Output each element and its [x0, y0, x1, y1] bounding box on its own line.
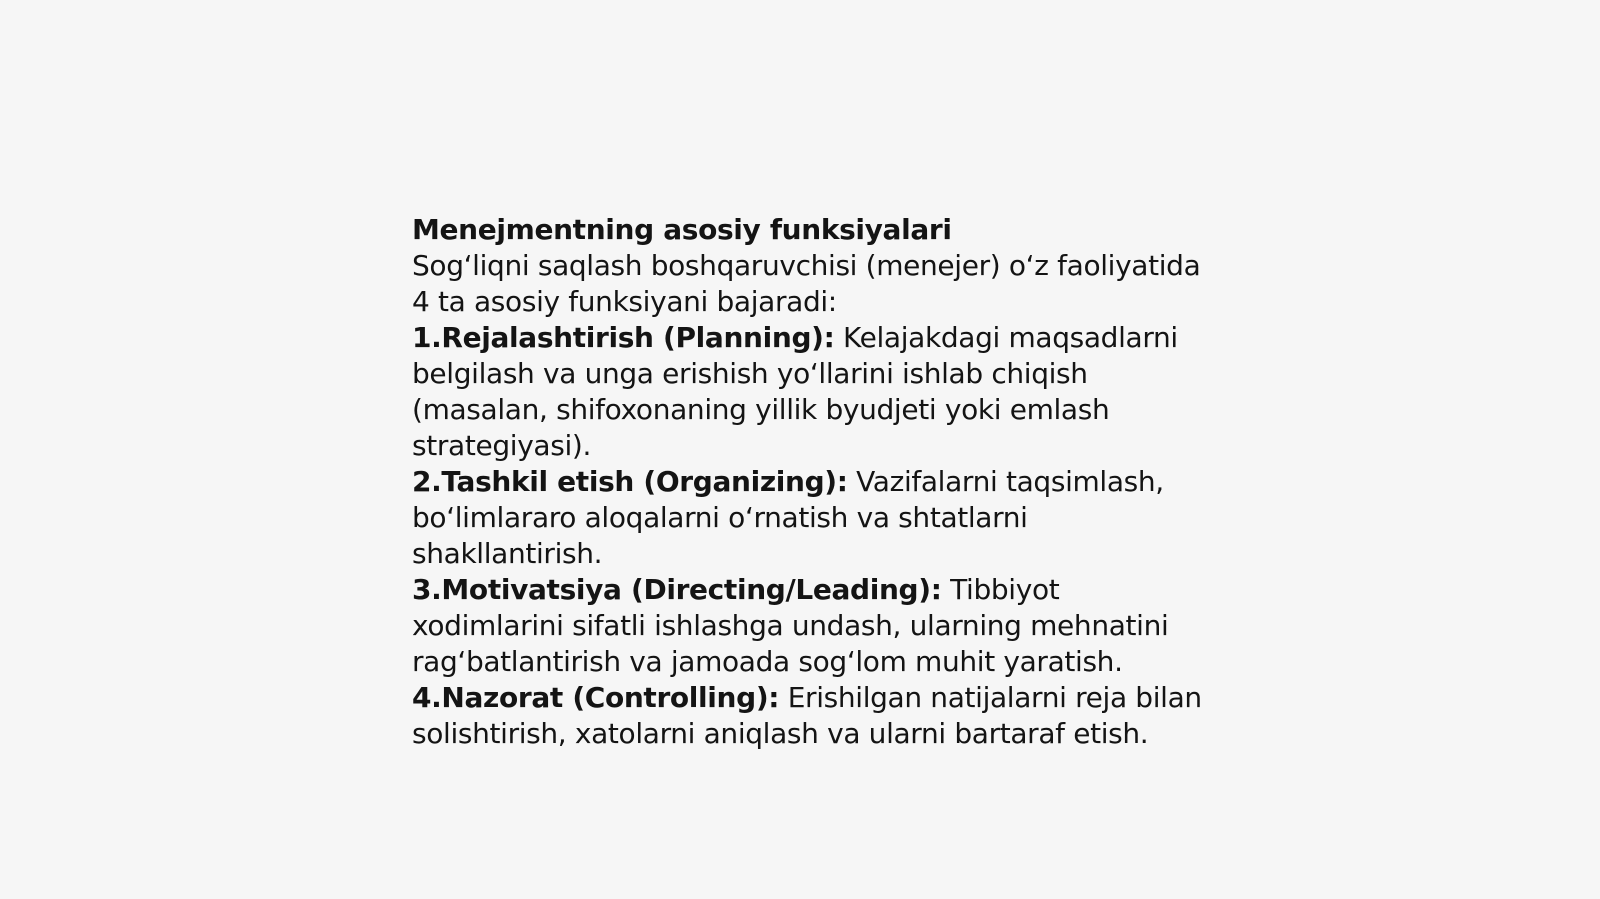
item-label: 2.Tashkil etish (Organizing): [412, 465, 848, 498]
item-label: 4.Nazorat (Controlling): [412, 681, 780, 714]
item-text: Kelajakdagi maqsadlarni belgilash va unga erishish yo‘llarini ishlab chiqish (masalan, shifoxonaning yillik byudjeti yoki emlash strategiyasi). [412, 321, 1178, 462]
list-item [412, 572, 1202, 680]
item-label: 1.Rejalashtirish (Planning): [412, 321, 835, 354]
item-label: 3.Motivatsiya (Directing/Leading): [412, 573, 942, 606]
list-item [412, 464, 1202, 572]
item-text: Vazifalarni taqsimlash, bo‘limlararo aloqalarni o‘rnatish va shtatlarni shakllantirish. [412, 465, 1164, 570]
slide-content [412, 212, 1202, 752]
list-item [412, 320, 1202, 464]
slide-title: Menejmentning asosiy funksiyalari [412, 213, 952, 246]
intro-text: Sog‘liqni saqlash boshqaruvchisi (menejer) o‘z faoliyatida 4 ta asosiy funksiyani bajaradi: [412, 249, 1201, 318]
item-text: Erishilgan natijalarni reja bilan solishtirish, xatolarni aniqlash va ularni bartaraf etish. [412, 681, 1202, 750]
item-text: Tibbiyot xodimlarini sifatli ishlashga undash, ularning mehnatini rag‘batlantirish va jamoada sog‘lom muhit yaratish. [412, 573, 1169, 678]
list-item [412, 680, 1202, 752]
